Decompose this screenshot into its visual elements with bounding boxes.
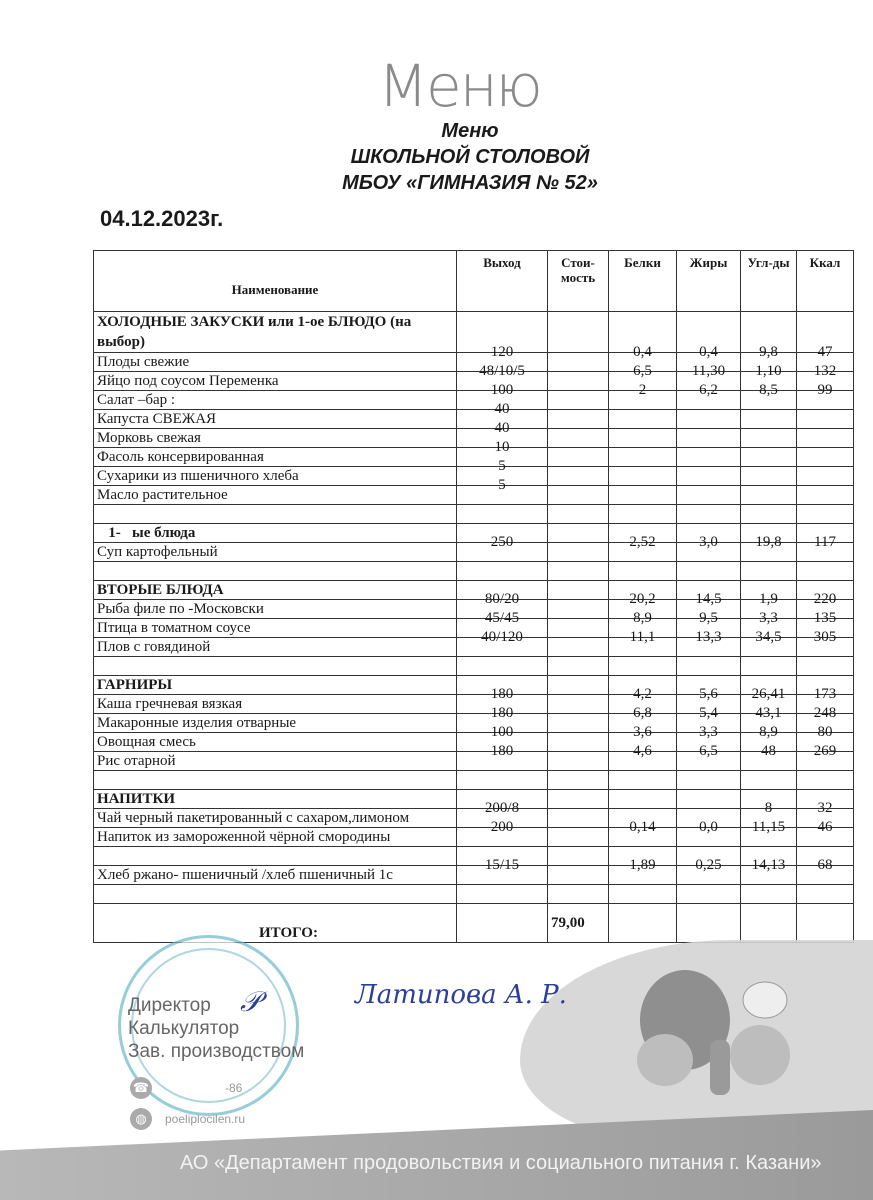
col-carbs: Угл-ды [741,251,797,312]
table-row [94,543,854,562]
col-output: Выход [457,251,548,312]
table-row [94,771,854,790]
carbs-value: 8,5 [759,382,778,398]
cell-output [457,819,548,847]
cell-protein [609,743,677,771]
carbs-value: 48 [761,743,776,759]
cartoon-characters-illustration [625,960,805,1110]
cell-protein [609,771,677,790]
table-row [94,828,854,847]
kcal-value: 132 [813,363,837,379]
table-row [94,505,854,524]
col-name: Наименование [94,251,457,312]
cell-kcal [797,771,854,790]
dish-name: Чай черный пакетированный с сахаром,лимоном [94,809,457,828]
kcal-value: 47 [817,344,833,360]
cell-fat [677,629,741,657]
carbs-value: 9,8 [759,344,778,360]
cell-fat [677,382,741,410]
section-row [94,524,854,543]
cell-cost [548,619,609,638]
cell-output [457,771,548,790]
fat-value: 0,25 [695,857,722,873]
cell-cost [548,866,609,885]
cell-output [457,857,548,885]
output-value: 100 [490,382,514,398]
cell-kcal [797,505,854,524]
cell-protein [609,382,677,410]
cell-protein [609,657,677,676]
col-fat: Жиры [677,251,741,312]
total-kcal [797,904,854,943]
fat-value: 5,6 [699,686,718,702]
table-row [94,353,854,372]
cell-carbs [741,629,797,657]
kcal-value: 173 [813,686,837,702]
cell-cost [548,562,609,581]
menu-table [93,250,854,943]
col-kcal: Ккал [797,251,854,312]
cell-kcal [797,819,854,847]
cell-protein [609,819,677,847]
dish-name: ХОЛОДНЫЕ ЗАКУСКИ или 1-ое БЛЮДО (на выбор) [94,312,457,353]
protein-value: 0,14 [629,819,656,835]
dish-name: Макаронные изделия отварные [94,714,457,733]
cell-cost [548,353,609,372]
cell-cost [548,372,609,391]
cell-fat [677,505,741,524]
output-value: 100 [490,724,514,740]
total-f [677,904,741,943]
table-row [94,429,854,448]
output-value: 40 [494,401,510,417]
cell-cost [548,638,609,657]
protein-value: 2 [638,382,647,398]
cell-fat [677,562,741,581]
col-cost: Стои-мость [548,251,609,312]
cell-carbs [741,448,797,467]
fat-value: 14,5 [695,591,722,607]
table-row [94,410,854,429]
footer-band-text: АО «Департамент продовольствия и социального питания г. Казани» [180,1152,822,1174]
total-output [457,904,548,943]
table-row [94,866,854,885]
fat-value: 5,4 [699,705,718,721]
protein-value: 20,2 [629,591,656,607]
cell-fat [677,410,741,429]
dish-name: Рыба филе по -Московски [94,600,457,619]
cell-cost [548,771,609,790]
fat-value: 11,30 [691,363,726,379]
output-value: 250 [490,534,514,550]
cell-carbs [741,885,797,904]
title-line-1: Меню [441,120,499,142]
calculator-label: Калькулятор [128,1018,240,1039]
cell-kcal [797,448,854,467]
total-label: ИТОГО: [94,904,457,943]
cell-cost [548,410,609,429]
section-row [94,581,854,600]
cell-kcal [797,885,854,904]
table-row [94,714,854,733]
cell-carbs [741,534,797,562]
cell-fat [677,486,741,505]
section-row [94,790,854,809]
cell-cost [548,391,609,410]
dish-name: Морковь свежая [94,429,457,448]
dish-name: Сухарики из пшеничного хлеба [94,467,457,486]
cell-cost [548,543,609,562]
dish-name: Плов с говядиной [94,638,457,657]
cell-fat [677,857,741,885]
cell-output [457,885,548,904]
cell-carbs [741,857,797,885]
dish-name: Хлеб ржано- пшеничный /хлеб пшеничный 1с [94,866,457,885]
carbs-value: 34,5 [755,629,782,645]
output-value: 120 [490,344,514,360]
dish-name: Овощная смесь [94,733,457,752]
protein-value: 4,2 [633,686,652,702]
kcal-value: 68 [817,857,833,873]
manager-label: Зав. производством [128,1041,305,1062]
cell-output [457,562,548,581]
cell-protein [609,467,677,486]
output-value: 48/10/5 [479,363,525,379]
signature-name: Латипова А. Р. [355,980,567,1010]
total-c [741,904,797,943]
table-row [94,638,854,657]
cell-carbs [741,467,797,486]
carbs-value: 26,41 [751,686,786,702]
section-row [94,676,854,695]
cell-cost [548,467,609,486]
cell-cost [548,847,609,866]
carbs-value: 14,13 [751,857,786,873]
cell-cost [548,524,609,543]
title-line-3: МБОУ «ГИМНАЗИЯ № 52» [342,172,598,194]
cell-fat [677,790,741,809]
cell-kcal [797,534,854,562]
cell-cost [548,312,609,353]
cell-kcal [797,629,854,657]
cell-carbs [741,562,797,581]
cell-fat [677,885,741,904]
carbs-value: 1,9 [759,591,778,607]
cell-cost [548,600,609,619]
cell-carbs [741,382,797,410]
table-row [94,657,854,676]
dish-name: Плоды свежие [94,353,457,372]
cell-kcal [797,562,854,581]
fat-value: 3,0 [699,534,718,550]
site-text: poeliplocilen.ru [165,1112,246,1126]
kcal-value: 220 [813,591,837,607]
output-value: 40 [494,420,510,436]
protein-value: 1,89 [629,857,656,873]
dish-name [94,771,457,790]
carbs-value: 8 [764,800,773,816]
dish-name: ВТОРЫЕ БЛЮДА [94,581,457,600]
phone-icon: ☎ [130,1077,152,1099]
table-row [94,391,854,410]
table-row [94,600,854,619]
cell-carbs [741,410,797,429]
cell-carbs [741,429,797,448]
dish-name [94,885,457,904]
cell-kcal [797,429,854,448]
cell-carbs [741,486,797,505]
cell-fat [677,771,741,790]
cell-fat [677,819,741,847]
cell-cost [548,448,609,467]
cell-cost [548,657,609,676]
table-row [94,448,854,467]
kcal-value: 135 [813,610,837,626]
fat-value: 13,3 [695,629,722,645]
cell-kcal [797,743,854,771]
kcal-value: 32 [817,800,833,816]
output-value: 200 [490,819,514,835]
output-value: 180 [490,705,514,721]
cell-output [457,477,548,505]
cell-output [457,743,548,771]
kcal-value: 248 [813,705,837,721]
dish-name: Капуста СВЕЖАЯ [94,410,457,429]
dish-name: НАПИТКИ [94,790,457,809]
phone-text: -86 [225,1081,243,1095]
dish-name: Рис отарной [94,752,457,771]
protein-value: 11,1 [629,629,656,645]
dish-name: Суп картофельный [94,543,457,562]
cell-protein [609,885,677,904]
cell-cost [548,676,609,695]
total-cost: 79,00 [548,904,609,943]
protein-value: 6,5 [633,363,652,379]
cell-carbs [741,657,797,676]
carbs-value: 11,15 [751,819,786,835]
cell-output [457,534,548,562]
dish-name [94,847,457,866]
globe-icon: ◍ [130,1108,152,1130]
dish-name [94,562,457,581]
cell-kcal [797,382,854,410]
col-protein: Белки [609,251,677,312]
dish-name: Фасоль консервированная [94,448,457,467]
dish-name: ГАРНИРЫ [94,676,457,695]
protein-value: 8,9 [633,610,652,626]
cell-protein [609,486,677,505]
output-value: 5 [498,477,506,493]
table-row [94,486,854,505]
cell-protein [609,410,677,429]
table-row [94,733,854,752]
dish-name: Яйцо под соусом Переменка [94,372,457,391]
fat-value: 3,3 [699,724,718,740]
handwritten-title: Меню [378,52,541,120]
cell-fat [677,657,741,676]
table-row [94,752,854,771]
kcal-value: 80 [817,724,833,740]
protein-value: 2,52 [629,534,656,550]
cell-protein [609,857,677,885]
dish-name: Напиток из замороженной чёрной смородины [94,828,457,847]
cell-fat [677,429,741,448]
carbs-value: 19,8 [755,534,782,550]
table-row [94,467,854,486]
cell-cost [548,505,609,524]
dish-name: Масло растительное [94,486,457,505]
fat-value: 0,0 [699,819,718,835]
output-value: 10 [494,439,510,455]
table-row [94,619,854,638]
dish-name: Каша гречневая вязкая [94,695,457,714]
carbs-value: 43,1 [755,705,782,721]
cell-cost [548,581,609,600]
cell-protein [609,790,677,809]
cell-kcal [797,410,854,429]
cell-protein [609,562,677,581]
fat-value: 6,2 [699,382,718,398]
cell-kcal [797,467,854,486]
cell-carbs [741,819,797,847]
table-row [94,885,854,904]
cell-protein [609,505,677,524]
cell-fat [677,448,741,467]
cell-cost [548,885,609,904]
kcal-value: 269 [813,743,837,759]
cell-fat [677,534,741,562]
cell-carbs [741,771,797,790]
cell-kcal [797,486,854,505]
kcal-value: 46 [817,819,833,835]
protein-value: 3,6 [633,724,652,740]
cell-cost [548,752,609,771]
table-row [94,562,854,581]
cell-cost [548,733,609,752]
cell-protein [609,448,677,467]
output-value: 200/8 [484,800,520,816]
title-line-2: ШКОЛЬНОЙ СТОЛОВОЙ [350,146,590,168]
carbs-value: 1,10 [755,363,782,379]
director-label: Директор [128,995,211,1016]
cell-kcal [797,857,854,885]
fat-value: 0,4 [699,344,718,360]
menu-date: 04.12.2023г. [100,206,224,231]
cell-cost [548,790,609,809]
director-signature: 𝒫 [240,985,261,1018]
output-value: 40/120 [481,629,523,645]
cell-protein [609,534,677,562]
output-value: 15/15 [484,857,520,873]
cell-carbs [741,505,797,524]
output-value: 180 [490,686,514,702]
cell-output [457,505,548,524]
kcal-value: 99 [817,382,833,398]
cell-output [457,629,548,657]
dish-name [94,505,457,524]
protein-value: 0,4 [633,344,652,360]
cell-cost [548,429,609,448]
protein-value: 4,6 [633,743,652,759]
output-value: 5 [498,458,506,474]
dish-name: 1- ые блюда [94,524,457,543]
section-row [94,312,854,353]
cell-protein [609,429,677,448]
table-row [94,847,854,866]
total-b [609,904,677,943]
carbs-value: 3,3 [759,610,778,626]
table-row [94,695,854,714]
table-row [94,372,854,391]
kcal-value: 117 [814,534,836,550]
output-value: 180 [490,743,514,759]
carbs-value: 8,9 [759,724,778,740]
dish-name: Салат –бар : [94,391,457,410]
fat-value: 6,5 [699,743,718,759]
dish-name [94,657,457,676]
cell-fat [677,743,741,771]
cell-cost [548,695,609,714]
cell-fat [677,467,741,486]
cell-cost [548,809,609,828]
table-header-row [94,251,854,312]
cell-carbs [741,743,797,771]
cell-cost [548,714,609,733]
output-value: 80/20 [484,591,520,607]
kcal-value: 305 [813,629,837,645]
table-row [94,809,854,828]
cell-output [457,657,548,676]
cell-protein [609,629,677,657]
fat-value: 9,5 [699,610,718,626]
output-value: 45/45 [484,610,520,626]
cell-cost [548,486,609,505]
protein-value: 6,8 [633,705,652,721]
cell-kcal [797,657,854,676]
cell-cost [548,828,609,847]
dish-name: Птица в томатном соусе [94,619,457,638]
